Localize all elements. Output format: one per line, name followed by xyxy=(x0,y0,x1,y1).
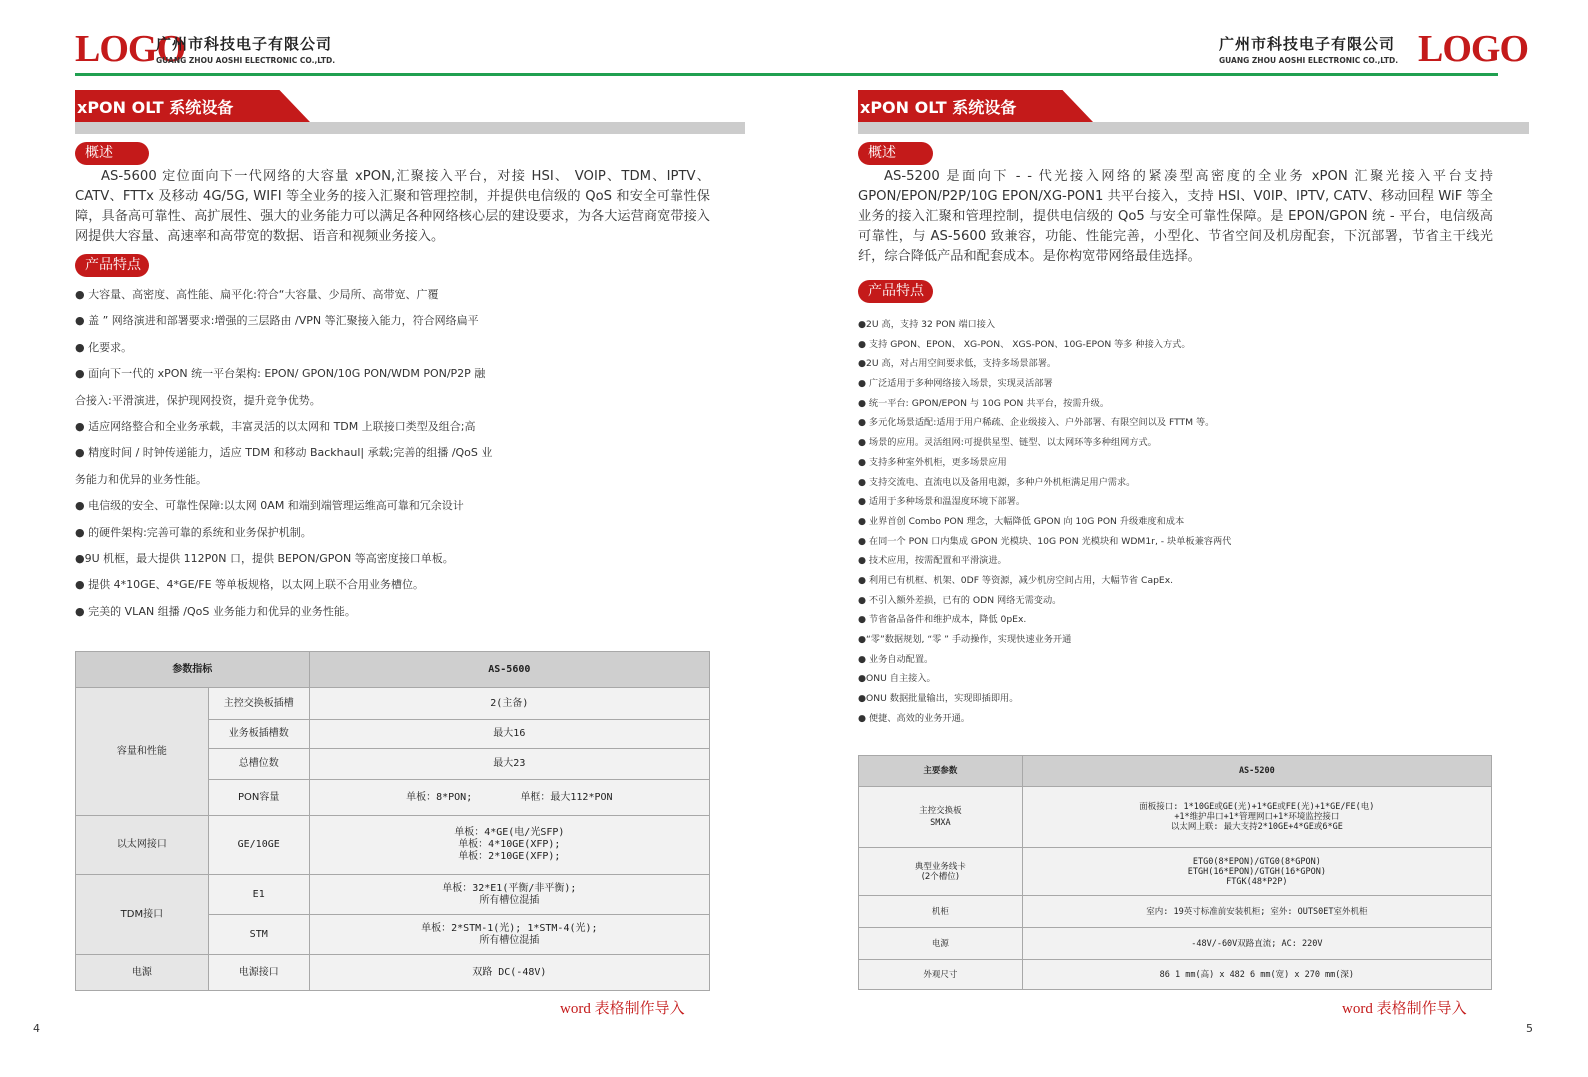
section-banner-left xyxy=(75,90,745,122)
features-label: 产品特点 xyxy=(858,280,933,303)
table-cell: 业务板插槽数 xyxy=(208,720,309,749)
table-cell-line: 单板：4*10GE(XFP); xyxy=(458,839,561,850)
word-table-note-right: word 表格制作导入 xyxy=(1342,1001,1467,1017)
table-cell-line: 所有槽位混插 xyxy=(479,934,540,946)
company-name-en: GUANG ZHOU AOSHI ELECTRONIC CO.,LTD. xyxy=(156,56,336,65)
table-cell-line: 单板：32*E1(平衡/非平衡); xyxy=(442,882,577,894)
table-cell-line: 面板接口: 1*10GE或GE(光)+1*GE或FE(光)+1*GE/FE(电) xyxy=(1139,802,1375,812)
table-row xyxy=(76,816,710,875)
feature-item: ● 广泛适用于多种网络接入场景，实现灵活部署 xyxy=(858,378,1053,390)
feature-item: ● 便捷、高效的业务开通。 xyxy=(858,712,970,724)
feature-item: ● 适用于多种场景和温湿度环境下部署。 xyxy=(858,496,1026,508)
feature-item: ● 多元化场景适配:适用于用户稀疏、企业级接入、户外部署、有限空间以及 FTTM 等。 xyxy=(858,417,1215,429)
logo-right: LOGO xyxy=(1418,28,1529,70)
spec-table-right xyxy=(858,755,1492,990)
overview-label: 概述 xyxy=(75,142,149,165)
section-banner-right xyxy=(858,90,1529,122)
table-cell-line: +1*维护串口+1*管理网口+1*环境监控接口 xyxy=(1174,812,1340,822)
feature-item: ● 节省备品备件和维护成本，降低 0pEx. xyxy=(858,614,1027,626)
table-cell-line: 单板：2*STM-1(光); 1*STM-4(光); xyxy=(421,922,598,934)
feature-item: ●ONU 数据批量输出，实现即插即用。 xyxy=(858,693,1019,705)
company-name-en: GUANG ZHOU AOSHI ELECTRONIC CO.,LTD. xyxy=(1219,56,1399,65)
table-category: 容量和性能 xyxy=(76,688,209,816)
table-header-param: 主要参数 xyxy=(859,756,1023,787)
table-row xyxy=(859,896,1492,928)
feature-item: ● 统一平台: GPON/EPON 与 10G PON 共平台，按需升级。 xyxy=(858,397,1110,409)
logo-left: LOGO xyxy=(75,28,186,70)
table-cell xyxy=(1022,848,1491,896)
feature-item: ● 完美的 VLAN 组播 /QoS 业务能力和优异的业务性能。 xyxy=(75,604,356,618)
feature-item: ● 盖 ” 网络演进和部署要求:增强的三层路由 /VPN 等汇聚接入能力，符合网络扁平 xyxy=(75,314,479,328)
features-list-left xyxy=(75,286,525,629)
feature-item: ● 支持多种室外机柜，更多场景应用 xyxy=(858,456,1007,468)
table-cell-part: 单框：最大112*PON xyxy=(520,791,613,803)
table-cell: 外观尺寸 xyxy=(859,960,1023,990)
feature-item: ●2U 高，支持 32 PON 端口接入 xyxy=(858,319,996,330)
table-cell: 最大23 xyxy=(309,749,709,780)
feature-item: ● 面向下一代的 xPON 统一平台架构: EPON/ GPON/10G PON/WDM PON/P2P 融 xyxy=(75,367,486,381)
table-cell: 86 1 mm(高) x 482 6 mm(宽) x 270 mm(深) xyxy=(1022,960,1491,990)
table-category: TDM接口 xyxy=(76,875,209,955)
feature-item: ● 的硬件架构:完善可靠的系统和业务保护机制。 xyxy=(75,525,312,539)
table-cell: GE/10GE xyxy=(208,816,309,875)
table-cell: 机柜 xyxy=(859,896,1023,928)
overview-label: 概述 xyxy=(858,142,933,165)
table-cell xyxy=(309,816,709,875)
table-cell-part: 单板：8*PON; xyxy=(406,791,473,803)
table-cell: 电源接口 xyxy=(208,955,309,991)
feature-item: ● 在同一个 PON 口内集成 GPON 光模块、10G PON 光模块和 WDM1r, - 块单板兼容两代 xyxy=(858,535,1232,547)
features-label: 产品特点 xyxy=(75,254,149,277)
feature-item: ● 电信级的安全、可靠性保障:以太网 0AM 和端到端管理运维高可靠和冗余设计 xyxy=(75,499,464,513)
table-header-param: 参数指标 xyxy=(76,652,310,688)
table-cell xyxy=(309,780,709,816)
table-row xyxy=(859,928,1492,960)
table-cell-line: FTGK(48*P2P) xyxy=(1226,876,1288,887)
table-row xyxy=(76,955,710,991)
table-cell-line: 主控交换板 xyxy=(919,806,962,816)
overview-text: AS-5600 定位面向下一代网络的大容量 xPON,汇聚接入平台，对接 HSI、 VOIP、TDM、IPTV、CATV、FTTx 及移动 4G/5G, WIFI 等全业务的接入汇聚和管理控制，并提供电信级的 QoS 和安全可靠性保障，具备高可靠性、高扩展性、强大的业务能力可以满足各种网络核心层的建设要求，为各大运营商宽带接入网提供大容量、高速率和高带宽的数据、语音和视频业务接入。 xyxy=(75,169,710,244)
company-name-left xyxy=(156,33,335,65)
feature-item: ● 不引入额外差损，已有的 ODN 网络无需变动。 xyxy=(858,594,1062,606)
table-cell-line: 典型业务线卡 xyxy=(914,861,966,872)
table-row xyxy=(859,848,1492,896)
feature-item: ●“零”数据规划, “零 ” 手动操作，实现快速业务开通 xyxy=(858,634,1072,645)
table-cell-line: ETGH(16*EPON)/GTGH(16*GPON) xyxy=(1187,866,1326,877)
feature-item: ● 业界首创 Combo PON 理念，大幅降低 GPON 向 10G PON 升级难度和成本 xyxy=(858,515,1185,527)
table-cell: 最大16 xyxy=(309,720,709,749)
table-cell xyxy=(309,915,709,955)
feature-item: ● 适应网络整合和全业务承载，丰富灵活的以太网和 TDM 上联接口类型及组合;高 xyxy=(75,419,476,433)
feature-item: ● 业务自动配置。 xyxy=(858,653,934,665)
banner-grey-bar xyxy=(858,122,1529,134)
table-cell: -48V/-60V双路直流; AC: 220V xyxy=(1022,928,1491,960)
page-number-left: 4 xyxy=(33,1022,40,1035)
table-category: 电源 xyxy=(76,955,209,991)
table-cell-line: 单板：4*GE(电/光SFP) xyxy=(454,827,565,838)
table-cell xyxy=(1022,787,1491,848)
table-cell-line: ETG0(8*EPON)/GTG0(8*GPON) xyxy=(1192,856,1321,867)
table-row xyxy=(859,756,1492,787)
section-title: xPON OLT 系统设备 xyxy=(77,98,234,117)
feature-item: ●ONU 自主接入。 xyxy=(858,673,936,685)
page-number-right: 5 xyxy=(1526,1022,1533,1035)
table-row xyxy=(859,960,1492,990)
features-list-right xyxy=(858,318,1478,731)
table-cell-line: 以太网上联: 最大支持2*10GE+4*GE或6*GE xyxy=(1170,822,1343,832)
feature-item: ● 精度时间 / 时钟传递能力，适应 TDM 和移动 Backhaul| 承载;完善的组播 /QoS 业 xyxy=(75,446,493,460)
table-cell: 双路 DC(-48V) xyxy=(309,955,709,991)
feature-item: ● 支持 GPON、EPON、 XG-PON、 XGS-PON、10G-EPON 等多 种接入方式。 xyxy=(858,338,1191,350)
feature-item: ● 支持交流电、直流电以及备用电源，多种户外机柜满足用户需求。 xyxy=(858,476,1136,488)
table-cell: 主控交换板插槽 xyxy=(208,688,309,720)
table-header-model: AS-5200 xyxy=(1022,756,1491,787)
section-title: xPON OLT 系统设备 xyxy=(860,98,1017,117)
overview-text: AS-5200 是面向下 - - 代光接入网络的紧凑型高密度的全业务 xPON 汇聚光接入平台支持 GPON/EPON/P2P/10G EPON/XG-PON1 共平台接入，支持 HSI、V0IP、IPTV, CATV、移动回程 WiF 等全业务的接入汇聚和管理控制，提供电信级的 Qo5 与安全可靠性保障。是 EPON/GPON 统 - 平台，电信级高可靠性，与 AS-5600 致兼容，功能、性能完善，小型化、节省空间及机房配套，下沉部署，节省主干线光纤，综合降低产品和配套成本。是你构宽带网络最佳选择。 xyxy=(858,169,1493,264)
feature-item: ●9U 机框，最大提供 112P0N 口，提供 BEPON/GPON 等高密度接口单板。 xyxy=(75,551,454,565)
table-cell: E1 xyxy=(208,875,309,915)
table-cell-line: 所有槽位混插 xyxy=(479,894,540,906)
company-name-cn: 广州市科技电子有限公司 xyxy=(156,35,333,53)
feature-item: ● 场景的应用。灵活组网:可提供星型、链型、以太网环等多种组网方式。 xyxy=(858,437,1157,449)
table-cell: 室内: 19英寸标准前安装机柜; 室外: OUTS0ET室外机柜 xyxy=(1022,896,1491,928)
table-cell xyxy=(859,787,1023,848)
feature-item: ●2U 高，对占用空间要求低，支持多场景部署。 xyxy=(858,358,1057,370)
header-divider xyxy=(75,73,1498,76)
company-name-cn: 广州市科技电子有限公司 xyxy=(1219,35,1396,53)
word-table-note-left: word 表格制作导入 xyxy=(560,1001,685,1017)
table-cell xyxy=(309,875,709,915)
table-header-model: AS-5600 xyxy=(309,652,709,688)
table-row xyxy=(76,652,710,688)
table-cell: STM xyxy=(208,915,309,955)
feature-item: 合接入:平滑演进，保护现网投资，提升竞争优势。 xyxy=(75,393,321,407)
feature-item: ● 利用已有机框、机架、0DF 等资源，减少机房空间占用，大幅节省 CapEx. xyxy=(858,574,1174,586)
table-category: 以太网接口 xyxy=(76,816,209,875)
table-cell: PON容量 xyxy=(208,780,309,816)
table-cell-line: (2个槽位) xyxy=(921,871,960,882)
spec-table-left xyxy=(75,651,710,991)
company-name-right xyxy=(1219,33,1398,65)
table-row xyxy=(76,688,710,720)
feature-item: ● 提供 4*10GE、4*GE/FE 等单板规格，以太网上联不合用业务槽位。 xyxy=(75,578,425,592)
table-cell: 电源 xyxy=(859,928,1023,960)
feature-item: ● 大容量、高密度、高性能、扁平化:符合“大容量、少局所、高带宽、广覆 xyxy=(75,288,439,301)
table-cell-line: SMXA xyxy=(930,818,951,828)
banner-grey-bar xyxy=(75,122,745,134)
feature-item: ● 化要求。 xyxy=(75,340,133,354)
table-row xyxy=(859,787,1492,848)
table-cell xyxy=(859,848,1023,896)
table-row xyxy=(76,875,710,915)
feature-item: ● 技术应用，按需配置和平滑演进。 xyxy=(858,555,1007,567)
table-cell-line: 单板：2*10GE(XFP); xyxy=(458,851,561,862)
feature-item: 务能力和优异的业务性能。 xyxy=(75,472,207,486)
table-cell: 总槽位数 xyxy=(208,749,309,780)
table-cell: 2(主备) xyxy=(309,688,709,720)
